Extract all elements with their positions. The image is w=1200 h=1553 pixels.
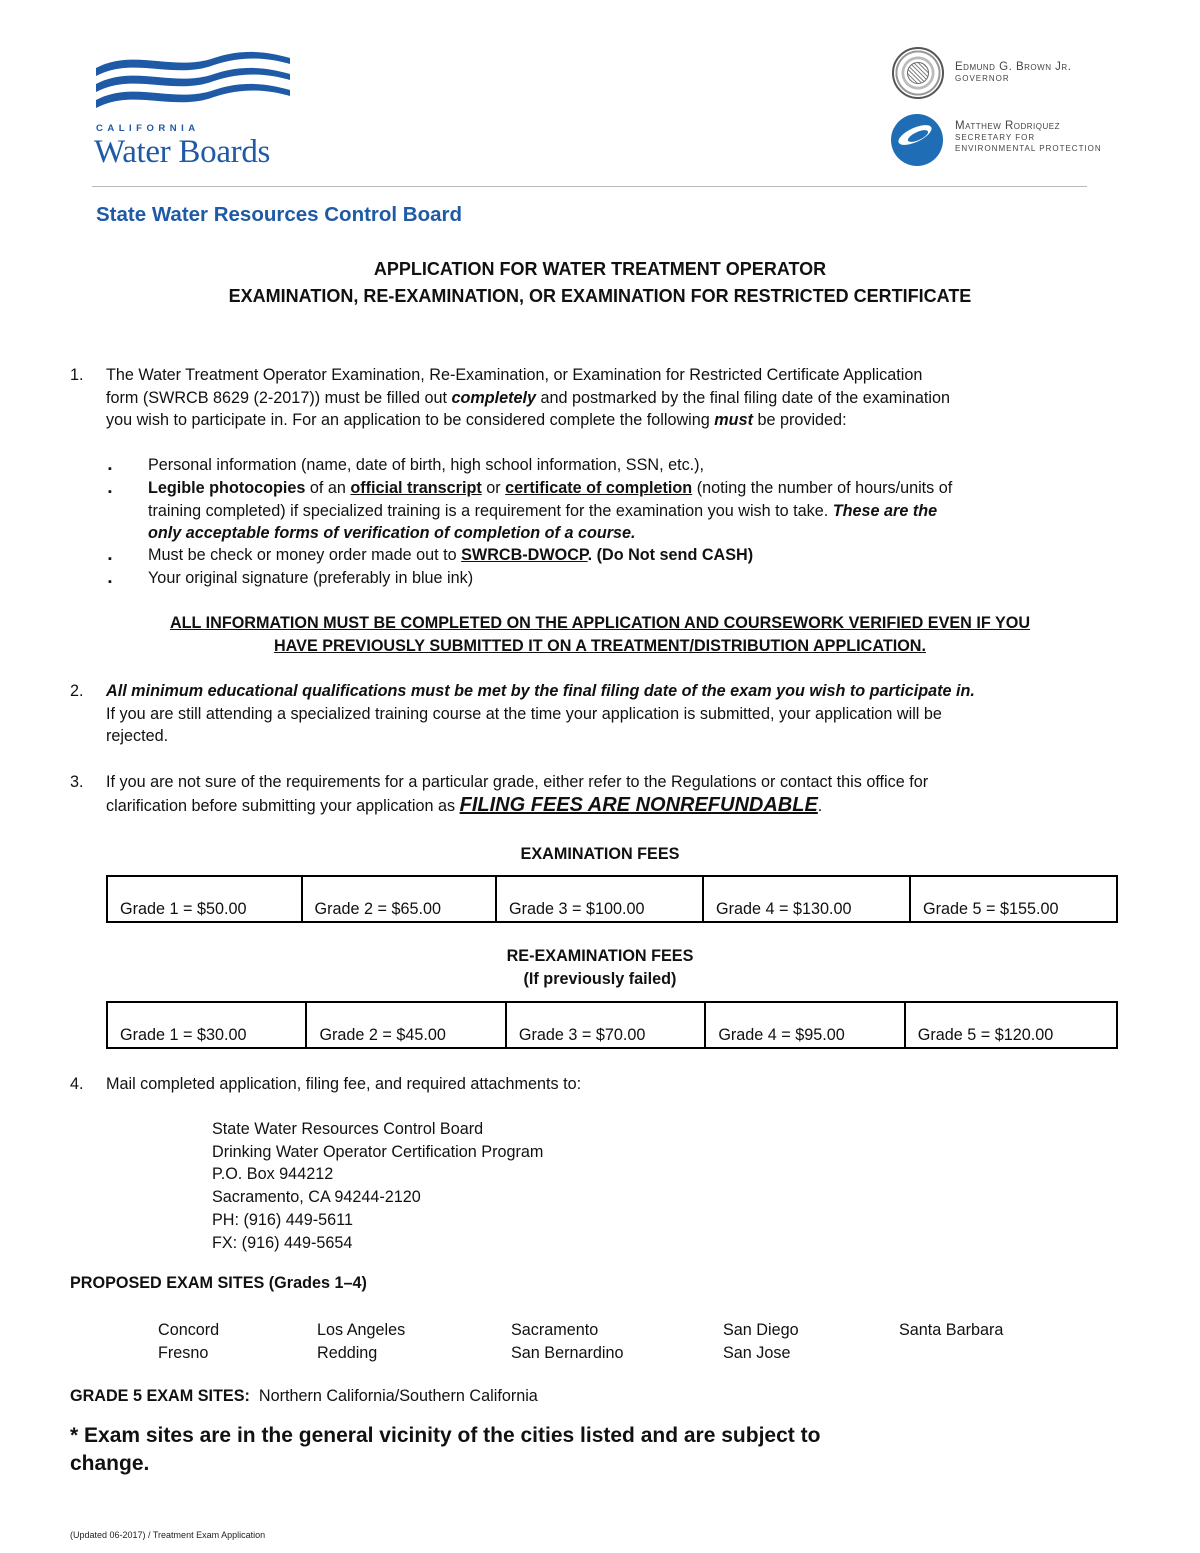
table-cell: Grade 3 = $100.00 [496, 876, 703, 922]
exam-fees-heading: EXAMINATION FEES [520, 845, 680, 863]
logo-large-text: Water Boards [94, 134, 271, 170]
bullet-personal-info: Personal information (name, date of birth, high school information, SSN, etc.), [148, 456, 705, 474]
water-boards-logo [94, 50, 294, 170]
table-cell: Grade 3 = $70.00 [506, 1002, 705, 1048]
table-cell: Grade 1 = $50.00 [107, 876, 302, 922]
reexam-fees-subheading: (If previously failed) [523, 970, 677, 988]
exam-sites-heading: PROPOSED EXAM SITES (Grades 1–4) [70, 1274, 367, 1292]
notice-line2: HAVE PREVIOUSLY SUBMITTED IT ON A TREATMENT/DISTRIBUTION APPLICATION. [273, 637, 926, 655]
bullet-marker: ▪ [108, 576, 112, 588]
governor-block [955, 62, 1071, 84]
page-footer: (Updated 06-2017) / Treatment Exam Application [70, 1530, 266, 1540]
governor-title: GOVERNOR [955, 74, 1010, 83]
table-cell: Grade 2 = $45.00 [306, 1002, 505, 1048]
table-cell: Grade 2 = $65.00 [302, 876, 497, 922]
address-line: Sacramento, CA 94244-2120 [212, 1188, 421, 1207]
table-cell: Grade 4 = $130.00 [703, 876, 910, 922]
exam-sites-note: * Exam sites are in the general vicinity of the cities listed and are subject to change. [70, 1424, 821, 1475]
secretary-title-line2: ENVIRONMENTAL PROTECTION [955, 144, 1102, 153]
reexam-fees-heading: RE-EXAMINATION FEES [506, 947, 694, 965]
address-line: Drinking Water Operator Certification Program [212, 1142, 544, 1161]
item4-text: Mail completed application, filing fee, and required attachments to: [106, 1075, 582, 1093]
bullet-payment: Must be check or money order made out to SWRCB-DWOCP. (Do Not send CASH) [148, 546, 754, 564]
bullet-signature: Your original signature (preferably in blue ink) [148, 569, 474, 587]
notice-line1: ALL INFORMATION MUST BE COMPLETED ON THE APPLICATION AND COURSEWORK VERIFIED EVEN IF YOU [169, 614, 1031, 632]
agency-name: State Water Resources Control Board [96, 203, 463, 226]
secretary-title-line1: SECRETARY FOR [955, 133, 1036, 142]
grade5-sites: GRADE 5 EXAM SITES: Northern California/Southern California [70, 1387, 538, 1405]
item1-number: 1. [70, 366, 84, 384]
item2-number: 2. [70, 682, 84, 700]
address-line: State Water Resources Control Board [212, 1120, 484, 1138]
table-row [107, 876, 1117, 922]
site-name: Redding [317, 1344, 378, 1362]
item3-text: If you are not sure of the requirements for a particular grade, either refer to the Regulations or contact this office for clarification before submitting your application as FILING FEES ARE NONREFUNDABLE. [106, 773, 929, 816]
table-cell: Grade 5 = $120.00 [905, 1002, 1117, 1048]
reexam-fees-table [106, 1001, 1118, 1049]
fax-line: FX: (916) 449-5654 [212, 1233, 353, 1252]
phone-line: PH: (916) 449-5611 [212, 1210, 353, 1229]
site-name: San Jose [723, 1344, 791, 1362]
governor-name: Edmund G. Brown Jr. [955, 61, 1072, 73]
secretary-block [955, 121, 1102, 154]
bullet-marker: ▪ [108, 486, 112, 498]
logo-small-text: CALIFORNIA [96, 123, 200, 134]
table-cell: Grade 1 = $30.00 [107, 1002, 306, 1048]
site-name: Sacramento [511, 1321, 599, 1339]
table-cell: Grade 5 = $155.00 [910, 876, 1117, 922]
site-name: San Diego [723, 1321, 799, 1339]
item2-text: All minimum educational qualifications must be met by the final filing date of the exam you wish to participate in. If you are still attending a specialized training course at the time your application is submitted, your application will be rejected. [106, 682, 975, 745]
exam-fees-table [106, 875, 1118, 923]
mailing-address [212, 1118, 543, 1254]
site-name: San Bernardino [511, 1344, 624, 1362]
bullet-photocopies: Legible photocopies of an official transcript or certificate of completion (noting the number of hours/units of training completed) if specialized training is a requirement for the examination you wish to take. These are the only acceptable forms of verification of completion of a course. [148, 479, 953, 542]
calepa-logo-icon [891, 114, 943, 166]
table-cell: Grade 4 = $95.00 [705, 1002, 904, 1048]
site-name: Los Angeles [317, 1321, 406, 1339]
item1-line2: form (SWRCB 8629 (2-2017)) must be filled out completely and postmarked by the final filing date of the examination [106, 388, 950, 407]
site-name: Santa Barbara [899, 1321, 1004, 1339]
bullet-marker: ▪ [108, 553, 112, 565]
address-line: P.O. Box 944212 [212, 1165, 334, 1184]
document-title-line1: APPLICATION FOR WATER TREATMENT OPERATOR [373, 259, 827, 279]
table-row [107, 1002, 1117, 1048]
wave-logo-icon [94, 50, 294, 125]
site-name: Concord [158, 1321, 220, 1339]
item1-line3: you wish to participate in. For an application to be considered complete the following must be provided: [106, 411, 847, 429]
header-divider [92, 186, 1087, 187]
item1-line1: The Water Treatment Operator Examination, Re-Examination, or Examination for Restricted Certificate Application [106, 366, 923, 384]
state-seal-icon [892, 47, 944, 99]
site-name: Fresno [158, 1344, 209, 1362]
secretary-name: Matthew Rodriquez [955, 120, 1060, 132]
document-title-line2: EXAMINATION, RE-EXAMINATION, OR EXAMINATION FOR RESTRICTED CERTIFICATE [228, 286, 972, 306]
item1-text [106, 364, 1136, 432]
item4-number: 4. [70, 1075, 84, 1093]
item3-number: 3. [70, 773, 84, 791]
bullet-marker: ▪ [108, 463, 112, 475]
